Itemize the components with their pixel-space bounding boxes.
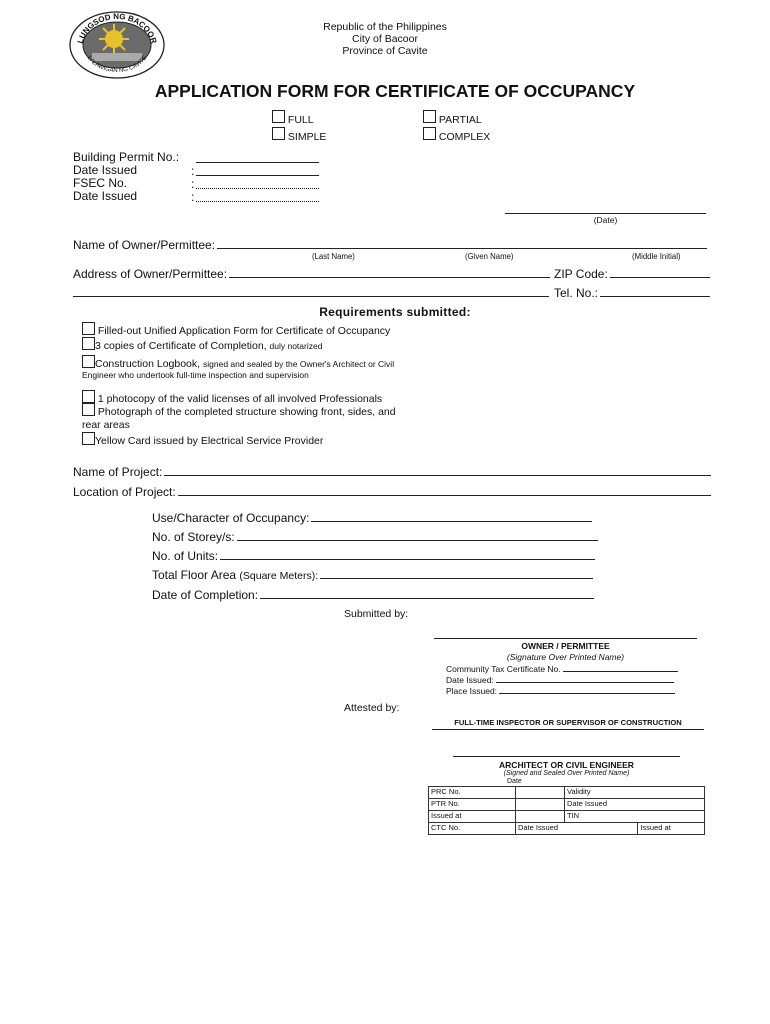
ctc-issued-at-cell[interactable]: Issued at bbox=[638, 823, 705, 835]
ctc-date-issued-cell[interactable]: Date Issued bbox=[516, 823, 638, 835]
simple-checkbox[interactable] bbox=[272, 127, 285, 140]
req-item-2[interactable]: 3 copies of Certificate of Completion, duly notarized bbox=[82, 337, 402, 355]
inspector-line[interactable] bbox=[432, 719, 704, 730]
floor-area-unit: (Square Meters): bbox=[239, 570, 319, 582]
owner-signature-line[interactable] bbox=[434, 630, 697, 639]
attested-by-label: Attested by: bbox=[344, 702, 400, 714]
address-input-2[interactable] bbox=[73, 286, 549, 297]
completion-label: Date of Completion: bbox=[152, 588, 259, 602]
partial-checkbox[interactable] bbox=[423, 110, 436, 123]
svg-text:LALAWIGAN NG CAVITE: LALAWIGAN NG CAVITE bbox=[85, 55, 149, 75]
owner-place-issued-label: Place Issued: bbox=[446, 686, 498, 696]
use-label: Use/Character of Occupancy: bbox=[152, 511, 310, 525]
owner-date-issued-label: Date Issued: bbox=[446, 675, 494, 685]
tin-cell[interactable]: TIN bbox=[565, 811, 705, 823]
req-checkbox-1[interactable] bbox=[82, 322, 95, 335]
zip-input[interactable] bbox=[610, 276, 710, 278]
prc-blank[interactable] bbox=[516, 787, 565, 799]
project-location-input[interactable] bbox=[178, 494, 711, 496]
floor-area-input[interactable] bbox=[320, 577, 593, 579]
req-checkbox-3[interactable] bbox=[82, 355, 95, 368]
header-republic: Republic of the Philippines bbox=[323, 21, 447, 33]
given-name-caption: (Given Name) bbox=[465, 252, 514, 261]
date-issued-input-2[interactable] bbox=[196, 190, 319, 202]
floor-area-label: Total Floor Area bbox=[152, 568, 237, 582]
req-checkbox-6[interactable] bbox=[82, 432, 95, 445]
project-name-input[interactable] bbox=[164, 474, 711, 476]
storeys-input[interactable] bbox=[237, 539, 598, 541]
building-permit-label: Building Permit No.: bbox=[73, 150, 180, 164]
issued-at-cell[interactable]: Issued at bbox=[429, 811, 516, 823]
issued-at-blank[interactable] bbox=[516, 811, 565, 823]
tel-label: Tel. No.: bbox=[554, 286, 599, 300]
owner-date-issued-input[interactable] bbox=[496, 681, 674, 683]
req-item-1[interactable]: Filled-out Unified Application Form for Certificate of Occupancy bbox=[82, 322, 402, 337]
engineer-sub: (Signed and Sealed Over Printed Name) bbox=[503, 770, 630, 777]
owner-place-issued-input[interactable] bbox=[499, 692, 675, 694]
use-input[interactable] bbox=[311, 520, 592, 522]
units-input[interactable] bbox=[220, 558, 595, 560]
middle-initial-caption: (Middle Initial) bbox=[632, 252, 681, 261]
engineer-license-table bbox=[428, 786, 705, 835]
date-issued-label-1: Date Issued bbox=[73, 163, 138, 177]
date-issued-cell[interactable]: Date Issued bbox=[565, 799, 705, 811]
req-checkbox-4[interactable] bbox=[82, 390, 95, 403]
header-province: Province of Cavite bbox=[342, 45, 428, 57]
building-permit-input[interactable] bbox=[196, 151, 319, 163]
req-checkbox-5[interactable] bbox=[82, 403, 95, 416]
date-issued-input-1[interactable] bbox=[196, 164, 319, 176]
units-label: No. of Units: bbox=[152, 549, 219, 563]
fsec-label: FSEC No. bbox=[73, 176, 128, 190]
engineer-date-label: Date bbox=[507, 778, 522, 785]
option-full[interactable]: FULL bbox=[272, 110, 326, 127]
option-complex[interactable]: COMPLEX bbox=[423, 127, 490, 144]
project-location-label: Location of Project: bbox=[73, 485, 176, 499]
owner-name-label: Name of Owner/Permittee: bbox=[73, 238, 216, 252]
date-input[interactable] bbox=[505, 203, 706, 214]
zip-label: ZIP Code: bbox=[554, 267, 608, 281]
date-caption: (Date) bbox=[593, 215, 618, 225]
inspector-title: FULL-TIME INSPECTOR OR SUPERVISOR OF CONSTRUCTION bbox=[454, 718, 682, 727]
project-name-label: Name of Project: bbox=[73, 465, 163, 479]
form-title: APPLICATION FORM FOR CERTIFICATE OF OCCUPANCY bbox=[154, 81, 636, 101]
option-partial[interactable]: PARTIAL bbox=[423, 110, 490, 127]
tel-input[interactable] bbox=[600, 295, 710, 297]
header-city: City of Bacoor bbox=[352, 33, 418, 45]
svg-text:LUNGSOD NG BACOOR: LUNGSOD NG BACOOR bbox=[75, 11, 159, 45]
ctc-label: Community Tax Certificate No. bbox=[446, 664, 561, 674]
ptr-cell[interactable]: PTR No. bbox=[429, 799, 516, 811]
req-checkbox-2[interactable] bbox=[82, 337, 95, 350]
completion-input[interactable] bbox=[260, 597, 594, 599]
owner-name-input[interactable] bbox=[217, 247, 707, 249]
date-issued-label-2: Date Issued bbox=[73, 189, 138, 203]
full-checkbox[interactable] bbox=[272, 110, 285, 123]
option-simple[interactable]: SIMPLE bbox=[272, 127, 326, 144]
ctc-cell[interactable]: CTC No. bbox=[429, 823, 516, 835]
engineer-signature-line[interactable] bbox=[453, 748, 680, 757]
ctc-input[interactable] bbox=[563, 670, 678, 672]
address-input[interactable] bbox=[229, 276, 550, 278]
req-item-3[interactable]: Construction Logbook, signed and sealed by the Owner's Architect or Civil Engineer who undertook full-time inspection and supervision bbox=[82, 355, 402, 390]
requirements-heading: Requirements submitted: bbox=[319, 305, 471, 319]
req-item-4[interactable]: 1 photocopy of the valid licenses of all involved Professionals bbox=[82, 390, 402, 403]
city-seal bbox=[68, 9, 166, 79]
engineer-title: ARCHITECT OR CIVIL ENGINEER bbox=[499, 760, 634, 770]
ptr-blank[interactable] bbox=[516, 799, 565, 811]
req-item-6[interactable]: Yellow Card issued by Electrical Service Provider bbox=[82, 432, 402, 447]
address-label: Address of Owner/Permittee: bbox=[73, 267, 228, 281]
storeys-label: No. of Storey/s: bbox=[152, 530, 235, 544]
complex-checkbox[interactable] bbox=[423, 127, 436, 140]
owner-title: OWNER / PERMITTEE bbox=[521, 641, 610, 651]
validity-cell[interactable]: Validity bbox=[565, 787, 705, 799]
owner-sub: (Signature Over Printed Name) bbox=[506, 652, 625, 662]
req-item-5[interactable]: Photograph of the completed structure showing front, sides, and rear areas bbox=[82, 403, 402, 432]
fsec-input[interactable] bbox=[196, 177, 319, 189]
submitted-by-label: Submitted by: bbox=[344, 608, 409, 620]
prc-cell[interactable]: PRC No. bbox=[429, 787, 516, 799]
last-name-caption: (Last Name) bbox=[312, 252, 355, 261]
